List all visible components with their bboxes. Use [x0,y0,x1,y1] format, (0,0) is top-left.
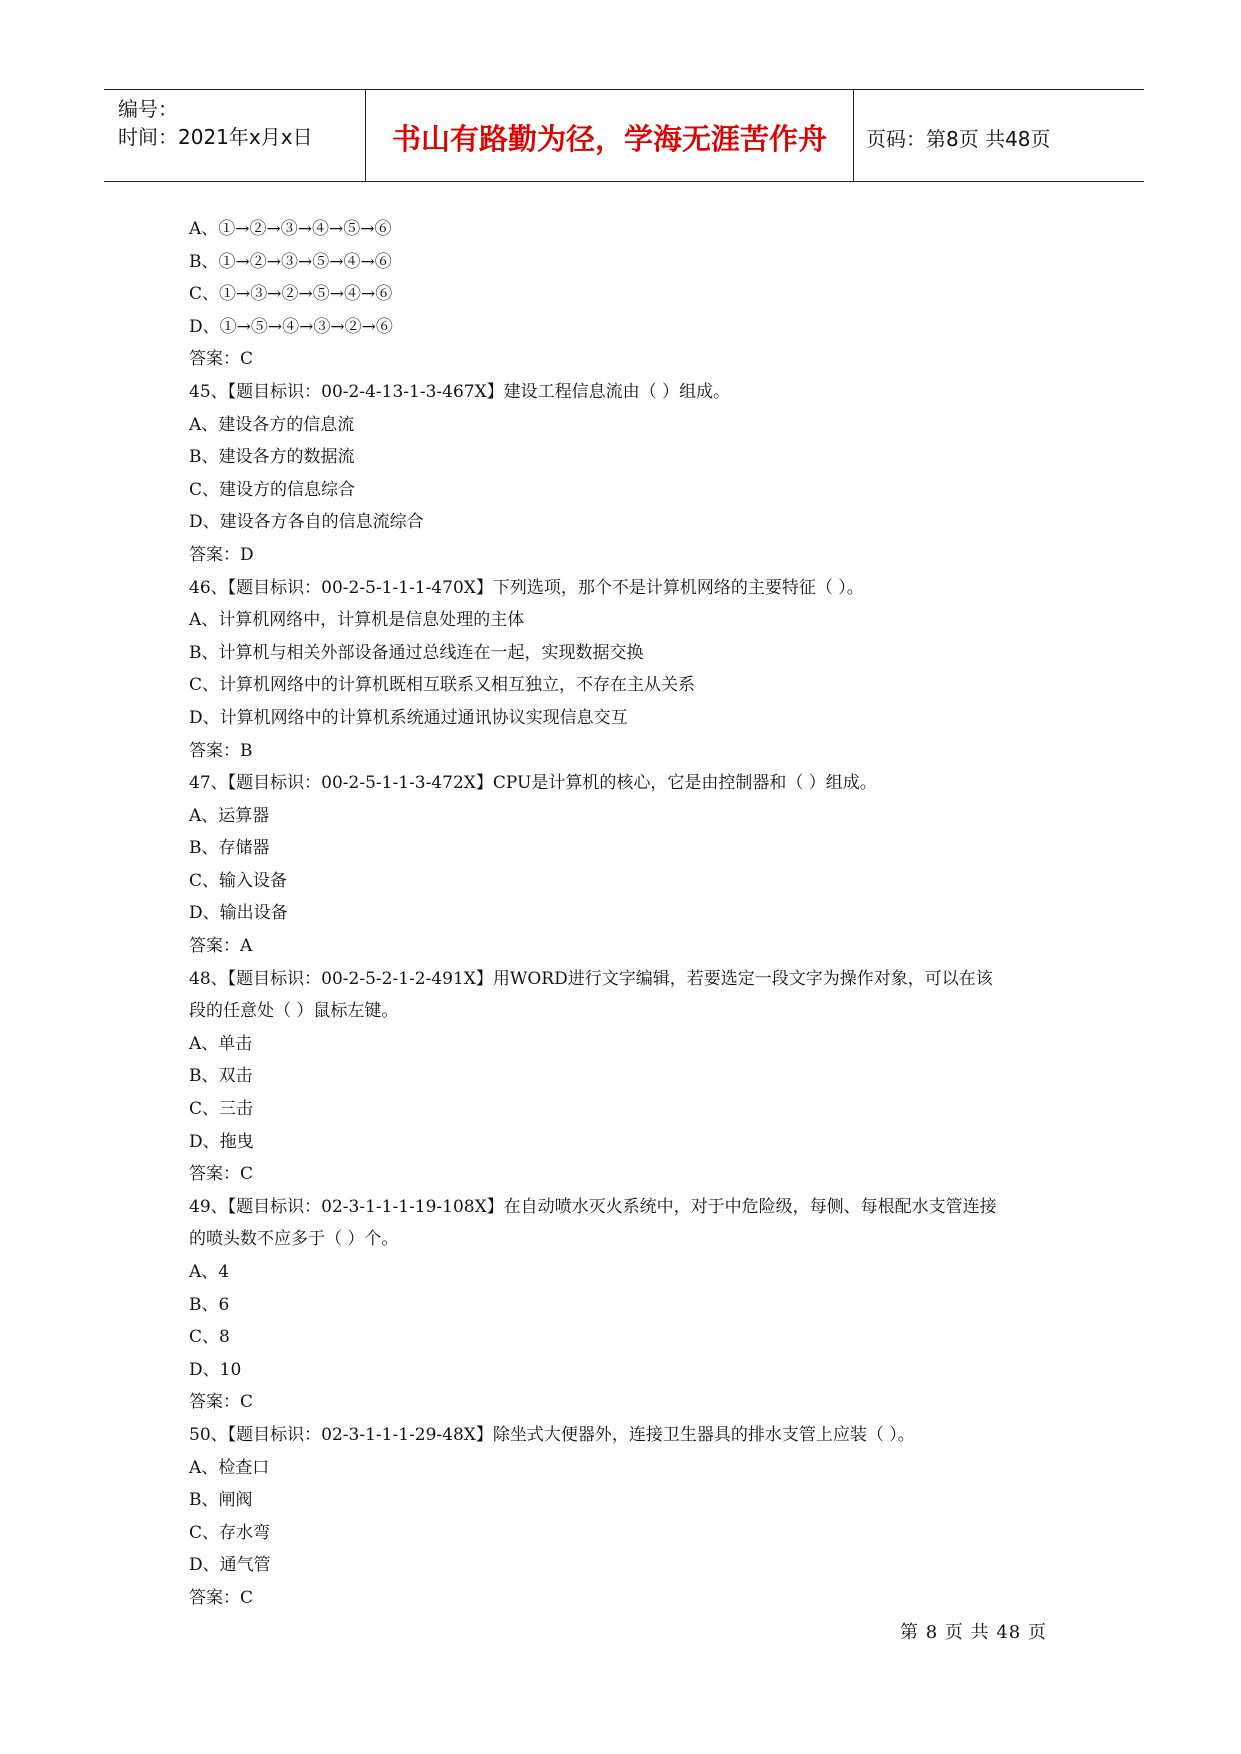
text-line: A、检查口 [189,1457,270,1478]
time-label: 时间：2021年x月x日 [118,125,313,149]
text-line: A、建设各方的信息流 [189,414,355,435]
text-line: 的喷头数不应多于（ ）个。 [189,1229,399,1250]
text-line: B、存储器 [189,838,270,859]
header-page-label: 页码：第8页 共48页 [866,127,1051,151]
number-label: 编号： [118,97,178,121]
header-meta-cell [104,90,366,181]
answer-line: 答案：C [189,349,254,370]
document-body [189,213,1069,1615]
text-line: B、双击 [189,1066,253,1087]
answer-line: 答案：B [189,740,253,761]
text-line: 46、【题目标识：00-2-5-1-1-1-470X】下列选项，那个不是计算机网络的主要特征（ ）。 [189,577,864,598]
text-line: B、闸阀 [189,1490,253,1511]
text-line: 50、【题目标识：02-3-1-1-1-29-48X】除坐式大便器外，连接卫生器具的排水支管上应装（ ）。 [189,1424,915,1445]
text-line: C、①→③→②→⑤→④→⑥ [189,284,393,305]
answer-line: 答案：D [189,544,254,565]
text-line: D、计算机网络中的计算机系统通过通讯协议实现信息交互 [189,707,628,728]
text-line: D、建设各方各自的信息流综合 [189,512,424,533]
text-line: A、①→②→③→④→⑤→⑥ [189,219,392,239]
text-line: 45、【题目标识：00-2-4-13-1-3-467X】建设工程信息流由（ ）组成。 [189,381,731,402]
text-line: B、①→②→③→⑤→④→⑥ [189,251,392,272]
text-line: A、计算机网络中，计算机是信息处理的主体 [189,610,525,631]
answer-line: 答案：C [189,1164,254,1185]
text-line: B、计算机与相关外部设备通过总线连在一起，实现数据交换 [189,642,644,663]
text-line: C、输入设备 [189,870,288,891]
answer-line: 答案：C [189,1392,254,1413]
answer-line: 答案：A [189,936,253,957]
text-line: 段的任意处（ ）鼠标左键。 [189,1001,399,1022]
answer-line: 答案：C [189,1587,254,1608]
text-line: A、单击 [189,1033,253,1054]
text-line: C、8 [189,1327,230,1348]
text-line: D、10 [189,1359,242,1380]
text-line: A、运算器 [189,805,270,826]
text-line: 47、【题目标识：00-2-5-1-1-3-472X】CPU是计算机的核心，它是由控制器和（ ）组成。 [189,773,877,794]
text-line: C、三击 [189,1099,254,1120]
text-line: D、①→⑤→④→③→②→⑥ [189,316,393,337]
text-line: C、存水弯 [189,1522,271,1543]
text-line: C、建设方的信息综合 [189,479,356,500]
text-line: C、计算机网络中的计算机既相互联系又相互独立，不存在主从关系 [189,675,696,696]
header-motto: 书山有路勤为径，学海无涯苦作舟 [366,90,854,181]
text-line: D、通气管 [189,1555,271,1576]
text-line: 49、【题目标识：02-3-1-1-1-19-108X】在自动喷水灭火系统中，对于中危险级，每侧、每根配水支管连接 [189,1196,997,1217]
page-footer: 第 8 页 共 48 页 [900,1622,1047,1643]
text-line: 48、【题目标识：00-2-5-2-1-2-491X】用WORD进行文字编辑，若要选定一段文字为操作对象，可以在该 [189,968,993,989]
text-line: D、输出设备 [189,903,288,924]
page-header [104,89,1144,182]
text-line: B、建设各方的数据流 [189,447,355,468]
text-line: B、6 [189,1294,230,1315]
text-line: D、拖曳 [189,1131,254,1152]
text-line: A、4 [189,1262,230,1282]
